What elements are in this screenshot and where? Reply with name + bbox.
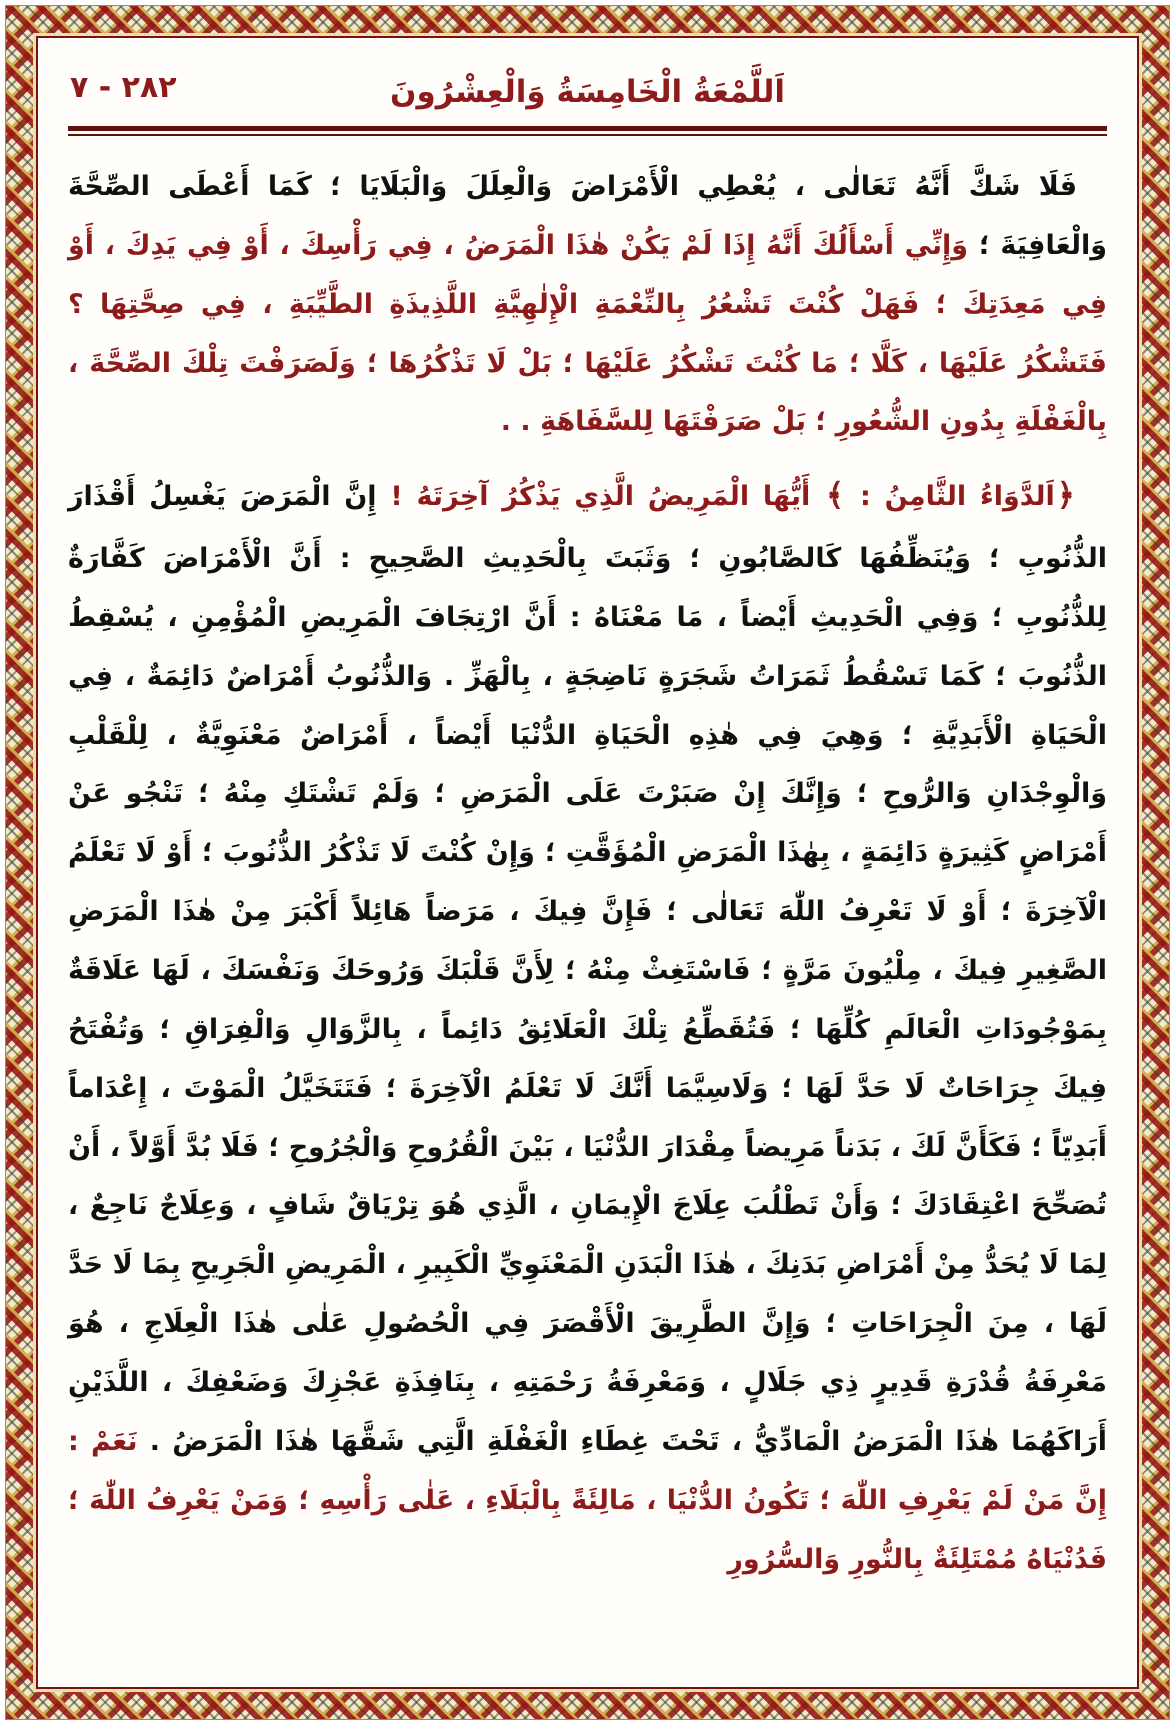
paragraph-opening [68, 158, 1107, 452]
ornamental-chain-border [5, 5, 1170, 1720]
remedy-red-conclusion: نَعَمْ : إِنَّ مَنْ لَمْ يَعْرِفِ اللّٰهَ ؛ تَكُونُ الدُّنْيَا ، مَالِئَةً بِالْبَلَاءِ ، عَلٰى رَأْسِهِ ؛ وَمَنْ يَعْرِفُ اللّٰهَ ؛ فَدُنْيَاهُ مُمْتَلِئَةٌ بِالنُّورِ وَالسُّرُورِ [68, 1425, 1107, 1575]
paragraph-one-black-lead: فَلَا شَكَّ أَنَّهُ تَعَالٰى ، يُعْطِي الْأَمْرَاضَ وَالْعِلَلَ وَالْبَلَايَا ؛ كَمَا أَعْطَى الصِّحَّةَ وَالْعَافِيَةَ ؛ [68, 171, 1107, 261]
ornate-open-bracket: ﴿ [1056, 477, 1075, 514]
paragraph-eighth-remedy [68, 462, 1107, 1589]
page-title: اَللَّمْعَةُ الْخَامِسَةُ وَالْعِشْرُونَ [390, 74, 785, 110]
ornate-close-bracket: ﴾ [826, 477, 845, 514]
remedy-red-address: أَيُّهَا الْمَرِيضُ الَّذِي يَذْكُرُ آخِرَتَهُ ! [376, 481, 825, 513]
remedy-black-body: إِنَّ الْمَرَضَ يَغْسِلُ أَقْذَارَ الذُّنُوبِ ؛ وَيُنَظِّفُهَا كَالصَّابُونِ ؛ وَثَبَتَ بِالْحَدِيثِ الصَّحِيحِ : أَنَّ الْأَمْرَاضَ كَفَّارَةٌ لِلذُّنُوبِ ؛ وَفِي الْحَدِيثِ أَيْضاً ، مَا مَعْنَاهُ : أَنَّ ارْتِجَافَ الْمَرِيضِ الْمُؤْمِنِ ، يُسْقِطُ الذُّنُوبَ ؛ كَمَا تَسْقُطُ ثَمَرَاتُ شَجَرَةٍ نَاضِجَةٍ ، بِالْهَزِّ . وَالذُّنُوبُ أَمْرَاضٌ دَائِمَةٌ ، فِي الْحَيَاةِ الْأَبَدِيَّةِ ؛ وَهِيَ فِي هٰذِهِ الْحَيَاةِ الدُّنْيَا أَيْضاً ، أَمْرَاضٌ مَعْنَوِيَّةٌ ، لِلْقَلْبِ وَالْوِجْدَانِ وَالرُّوحِ ؛ وَإِنَّكَ إِنْ صَبَرْتَ عَلَى الْمَرَضِ ؛ وَلَمْ تَشْتَكِ مِنْهُ ؛ تَنْجُو عَنْ أَمْرَاضٍ كَثِيرَةٍ دَائِمَةٍ ، بِهٰذَا الْمَرَضِ الْمُؤَقَّتِ ؛ وَإِنْ كُنْتَ لَا تَذْكُرُ الذُّنُوبَ ؛ أَوْ لَا تَعْلَمُ الْآخِرَةَ ؛ أَوْ لَا تَعْرِفُ اللّٰهَ تَعَالٰى ؛ فَإِنَّ فِيكَ ، مَرَضاً هَائِلاً أَكْبَرَ مِنْ هٰذَا الْمَرَضِ الصَّغِيرِ فِيكَ ، مِلْيُونَ مَرَّةٍ ؛ فَاسْتَغِثْ مِنْهُ ؛ لِأَنَّ قَلْبَكَ وَرُوحَكَ وَنَفْسَكَ ، لَهَا عَلَاقَةٌ بِمَوْجُودَاتِ الْعَالَمِ كُلِّهَا ؛ فَتُقَطِّعُ تِلْكَ الْعَلَائِقُ دَائِماً ، بِالزَّوَالِ وَالْفِرَاقِ ؛ وَتُفْتَحُ فِيكَ جِرَاحَاتٌ لَا حَدَّ لَهَا ؛ وَلَاسِيَّمَا أَنَّكَ لَا تَعْلَمُ الْآخِرَةَ ؛ فَتَتَخَيَّلُ الْمَوْتَ ، إِعْدَاماً أَبَدِيّاً ؛ فَكَأَنَّ لَكَ ، بَدَناً مَرِيضاً مِقْدَارَ الدُّنْيَا ، بَيْنَ الْقُرُوحِ وَالْجُرُوحِ ؛ فَلَا بُدَّ أَوَّلاً ، أَنْ تُصَحِّحَ اعْتِقَادَكَ ؛ وَأَنْ تَطْلُبَ عِلَاجَ الْإِيمَانِ ، الَّذِي هُوَ تِرْيَاقٌ شَافٍ ، وَعِلَاجٌ نَاجِعٌ ، لِمَا لَا يُحَدُّ مِنْ أَمْرَاضِ بَدَنِكَ ، هٰذَا الْبَدَنِ الْمَعْنَوِيِّ الْكَبِيرِ ، الْمَرِيضِ الْجَرِيحِ بِمَا لَا حَدَّ لَهَا ، مِنَ الْجِرَاحَاتِ ؛ وَإِنَّ الطَّرِيقَ الْأَقْصَرَ فِي الْحُصُولِ عَلٰى هٰذَا الْعِلَاجِ ، هُوَ مَعْرِفَةُ قُدْرَةِ قَدِيرٍ ذِي جَلَالٍ ، وَمَعْرِفَةُ رَحْمَتِهِ ، بِنَافِذَةِ عَجْزِكَ وَضَعْفِكَ ، اللَّذَيْنِ أَرَاكَهُمَا هٰذَا الْمَرَضُ الْمَادِّيُّ ، تَحْتَ غِطَاءِ الْغَفْلَةِ الَّتِي شَقَّهَا هٰذَا الْمَرَضُ . [68, 481, 1107, 1457]
page-header [68, 66, 1107, 118]
page-number: ٢٨٢ - ٧ [70, 70, 177, 105]
remedy-heading: اَلدَّوَاءُ الثَّامِنُ : [846, 481, 1055, 513]
header-divider [68, 126, 1107, 136]
paragraph-one-red-supplication: وَإِنِّي أَسْأَلُكَ أَنَّهُ إِذَا لَمْ يَكُنْ هٰذَا الْمَرَضُ ، فِي رَأْسِكَ ، أَوْ فِي يَدِكَ ، أَوْ فِي مَعِدَتِكَ ؛ فَهَلْ كُنْتَ تَشْعُرُ بِالنِّعْمَةِ الْإِلٰهِيَّةِ اللَّذِيذَةِ الطَّيِّبَةِ ، فِي صِحَّتِهَا ؟ فَتَشْكُرُ عَلَيْهَا ، كَلَّا ؛ مَا كُنْتَ تَشْكُرُ عَلَيْهَا ؛ بَلْ لَا تَذْكُرُهَا ؛ وَلَصَرَفْتَ تِلْكَ الصِّحَّةَ ، بِالْغَفْلَةِ بِدُونِ الشُّعُورِ ؛ بَلْ صَرَفْتَهَا لِلسَّفَاهَةِ . . [68, 229, 1107, 438]
page-body [68, 158, 1107, 1589]
book-page [36, 36, 1139, 1689]
